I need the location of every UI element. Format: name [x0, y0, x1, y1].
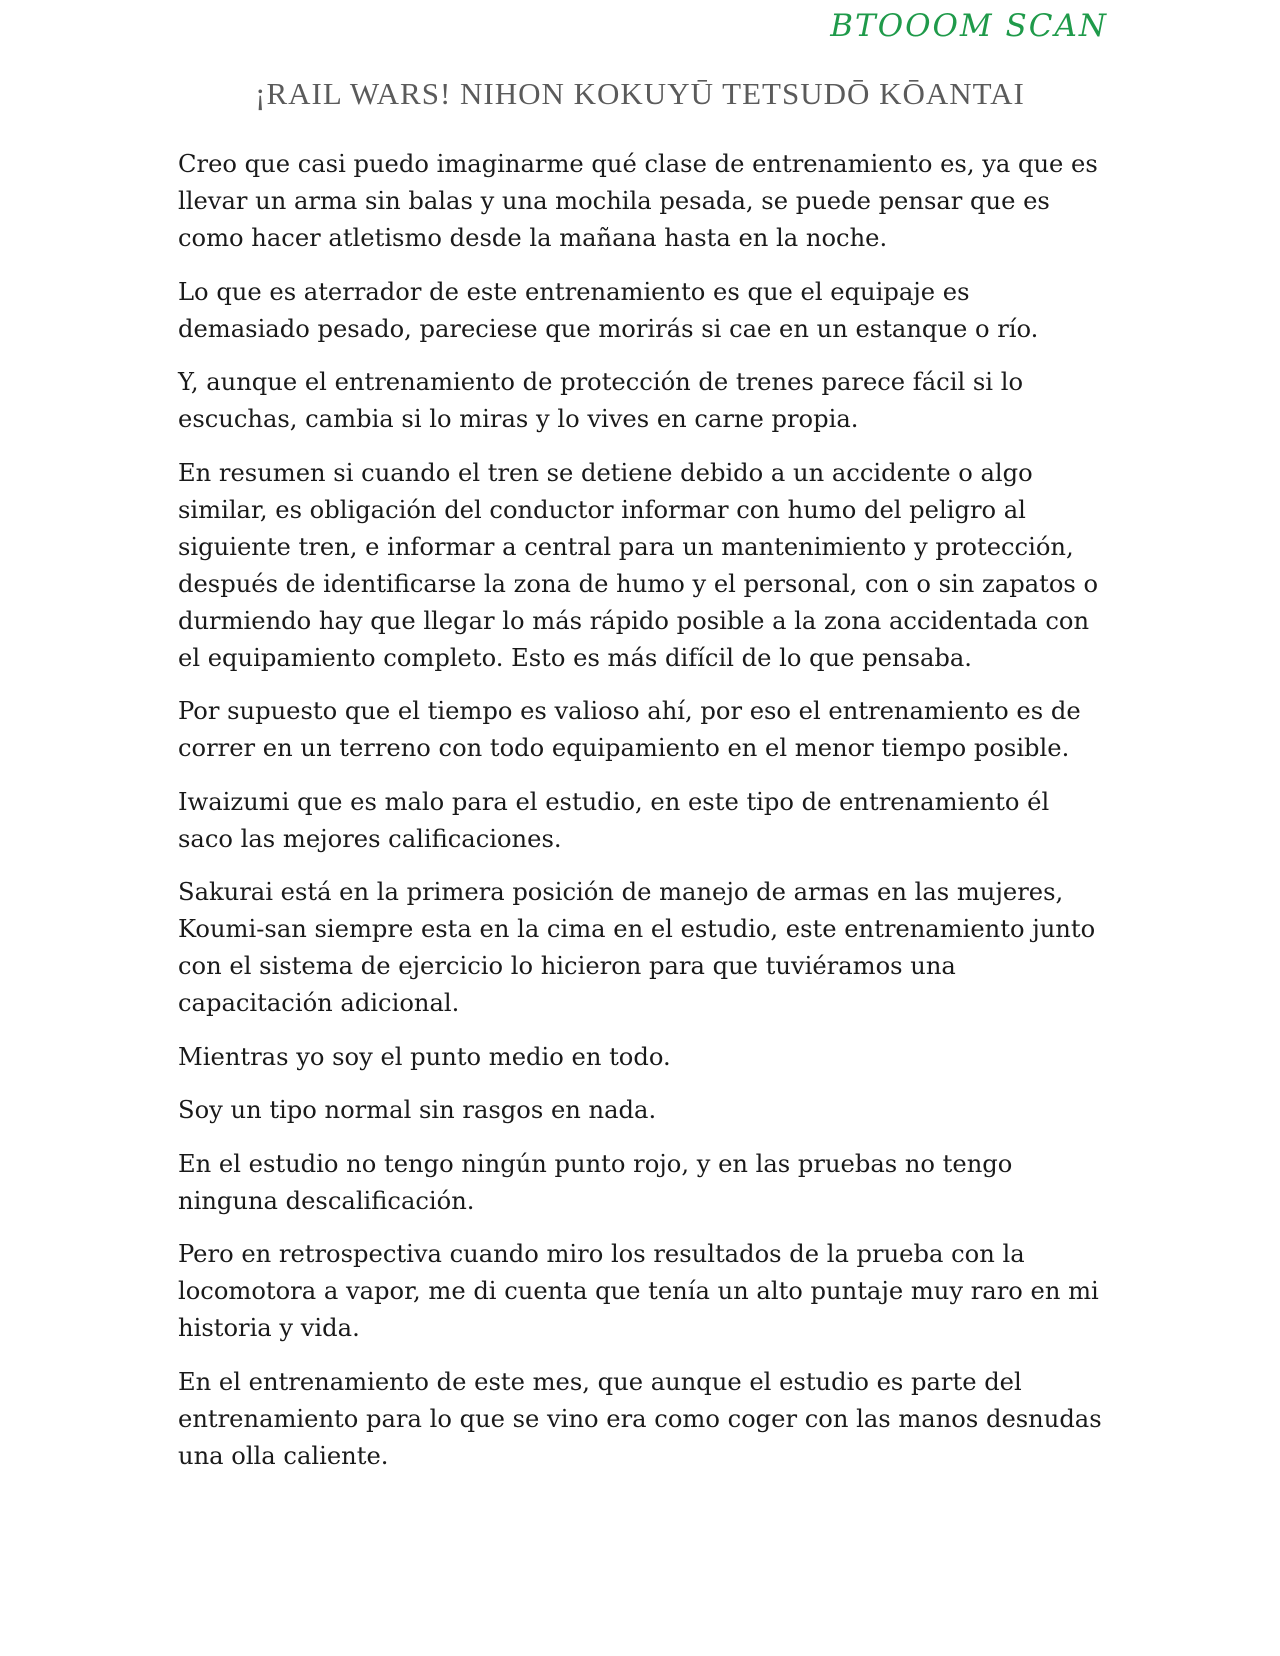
page-title: ¡RAIL WARS! NIHON KOKUYŪ TETSUDŌ KŌANTAI: [255, 76, 1025, 111]
paragraph: Sakurai está en la primera posición de manejo de armas en las mujeres, Koumi-san siempre esta en la cima en el estudio, este entrenamiento junto con el sistema de ejercicio lo hicieron para que tuviéramos una capacitación adicional.: [178, 878, 1096, 1017]
paragraph: Pero en retrospectiva cuando miro los resultados de la prueba con la locomotora a vapor, me di cuenta que tenía un alto puntaje muy raro en mi historia y vida.: [178, 1240, 1099, 1342]
paragraph: En resumen si cuando el tren se detiene debido a un accidente o algo similar, es obligación del conductor informar con humo del peligro al siguiente tren, e informar a central para un mantenimiento y protección, después de identificarse la zona de humo y el personal, con o sin zapatos o durmiendo hay que llegar lo más rápido posible a la zona accidentada con el equipamiento completo. Esto es más difícil de lo que pensaba.: [178, 458, 1099, 672]
paragraph: Lo que es aterrador de este entrenamiento es que el equipaje es demasiado pesado, pareciese que morirás si cae en un estanque o río.: [178, 277, 1039, 343]
paragraph: Iwaizumi que es malo para el estudio, en este tipo de entrenamiento él saco las mejores calificaciones.: [178, 787, 1050, 853]
body-text: [178, 146, 1108, 1491]
paragraph: Y, aunque el entrenamiento de protección de trenes parece fácil si lo escuchas, cambia si lo miras y lo vives en carne propia.: [178, 368, 1024, 433]
paragraph: En el entrenamiento de este mes, que aunque el estudio es parte del entrenamiento para lo que se vino era como coger con las manos desnudas una olla caliente.: [178, 1367, 1102, 1470]
paragraph: Soy un tipo normal sin rasgos en nada.: [178, 1096, 657, 1124]
paragraph: Creo que casi puedo imaginarme qué clase de entrenamiento es, ya que es llevar un arma sin balas y una mochila pesada, se puede pensar que es como hacer atletismo desde la mañana hasta en la noche.: [178, 150, 1098, 252]
paragraph: En el estudio no tengo ningún punto rojo, y en las pruebas no tengo ninguna descalificación.: [178, 1149, 1013, 1215]
paragraph: Por supuesto que el tiempo es valioso ahí, por eso el entrenamiento es de correr en un terreno con todo equipamiento en el menor tiempo posible.: [178, 697, 1081, 762]
paragraph: Mientras yo soy el punto medio en todo.: [178, 1042, 671, 1071]
scanlation-watermark: BTOOOM SCAN: [830, 8, 1108, 44]
